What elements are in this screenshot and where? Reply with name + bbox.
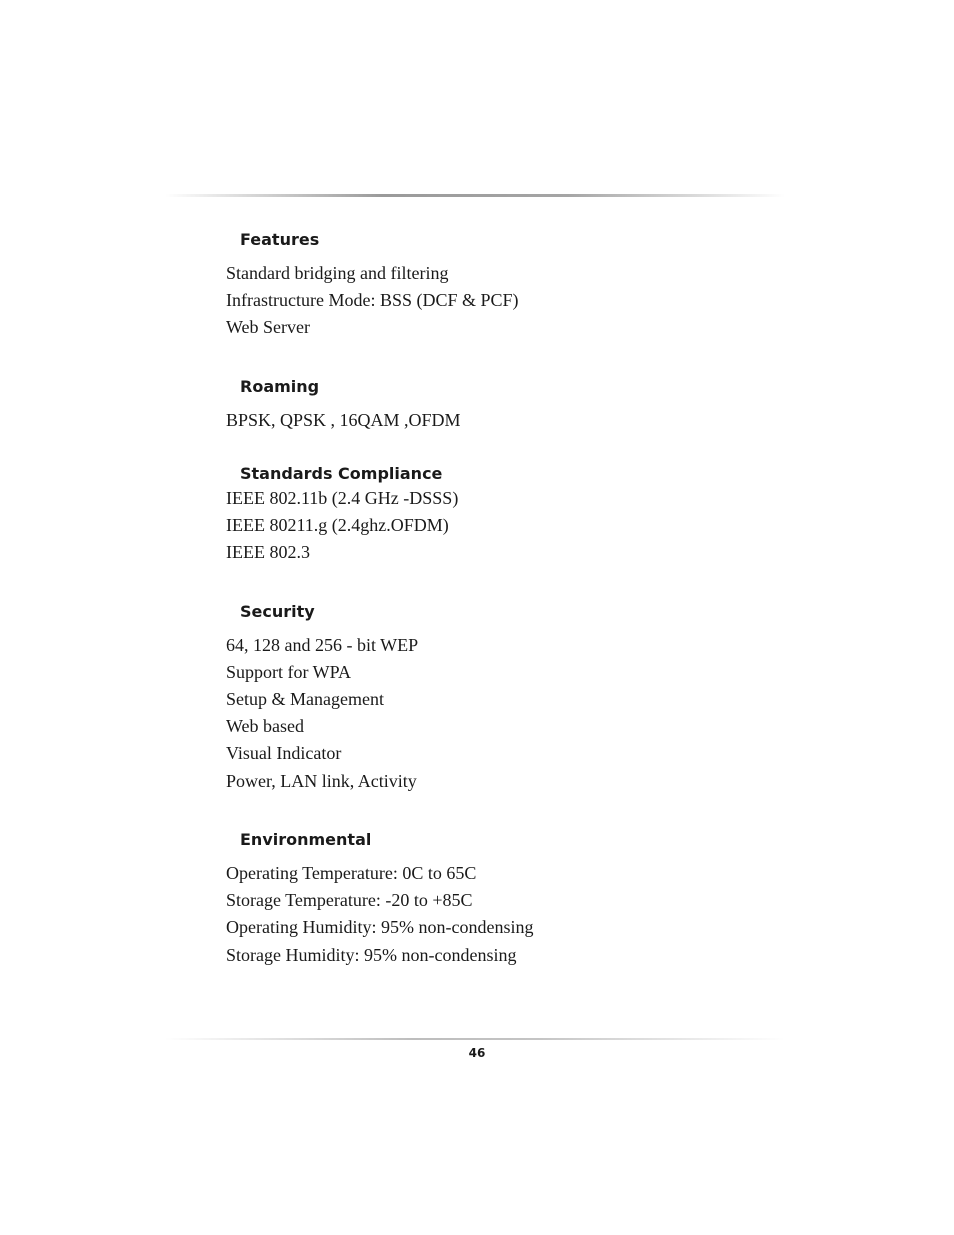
environmental-line-3: Operating Humidity: 95% non-condensing [226,917,534,937]
standards-line-3: IEEE 802.3 [226,542,310,562]
top-divider [165,194,785,197]
section-heading-environmental: Environmental [240,830,372,849]
roaming-line-1: BPSK, QPSK , 16QAM ,OFDM [226,410,461,430]
section-heading-standards-compliance: Standards Compliance [240,464,443,483]
bottom-divider [165,1038,785,1040]
security-line-2: Support for WPA [226,662,352,682]
security-line-4: Web based [226,716,305,736]
section-heading-roaming: Roaming [240,377,320,396]
security-line-1: 64, 128 and 256 - bit WEP [226,635,419,655]
section-heading-features: Features [240,230,320,249]
page-number: 46 [468,1046,486,1060]
environmental-line-2: Storage Temperature: -20 to +85C [226,890,473,910]
environmental-line-4: Storage Humidity: 95% non-condensing [226,945,517,965]
features-line-1: Standard bridging and filtering [226,263,449,283]
security-line-5: Visual Indicator [226,743,342,763]
features-line-2: Infrastructure Mode: BSS (DCF & PCF) [226,290,519,310]
environmental-line-1: Operating Temperature: 0C to 65C [226,863,477,883]
security-line-3: Setup & Management [226,689,384,709]
security-line-6: Power, LAN link, Activity [226,771,417,791]
standards-line-1: IEEE 802.11b (2.4 GHz -DSSS) [226,488,459,508]
features-line-3: Web Server [226,317,311,337]
section-heading-security: Security [240,602,315,621]
standards-line-2: IEEE 80211.g (2.4ghz.OFDM) [226,515,449,535]
